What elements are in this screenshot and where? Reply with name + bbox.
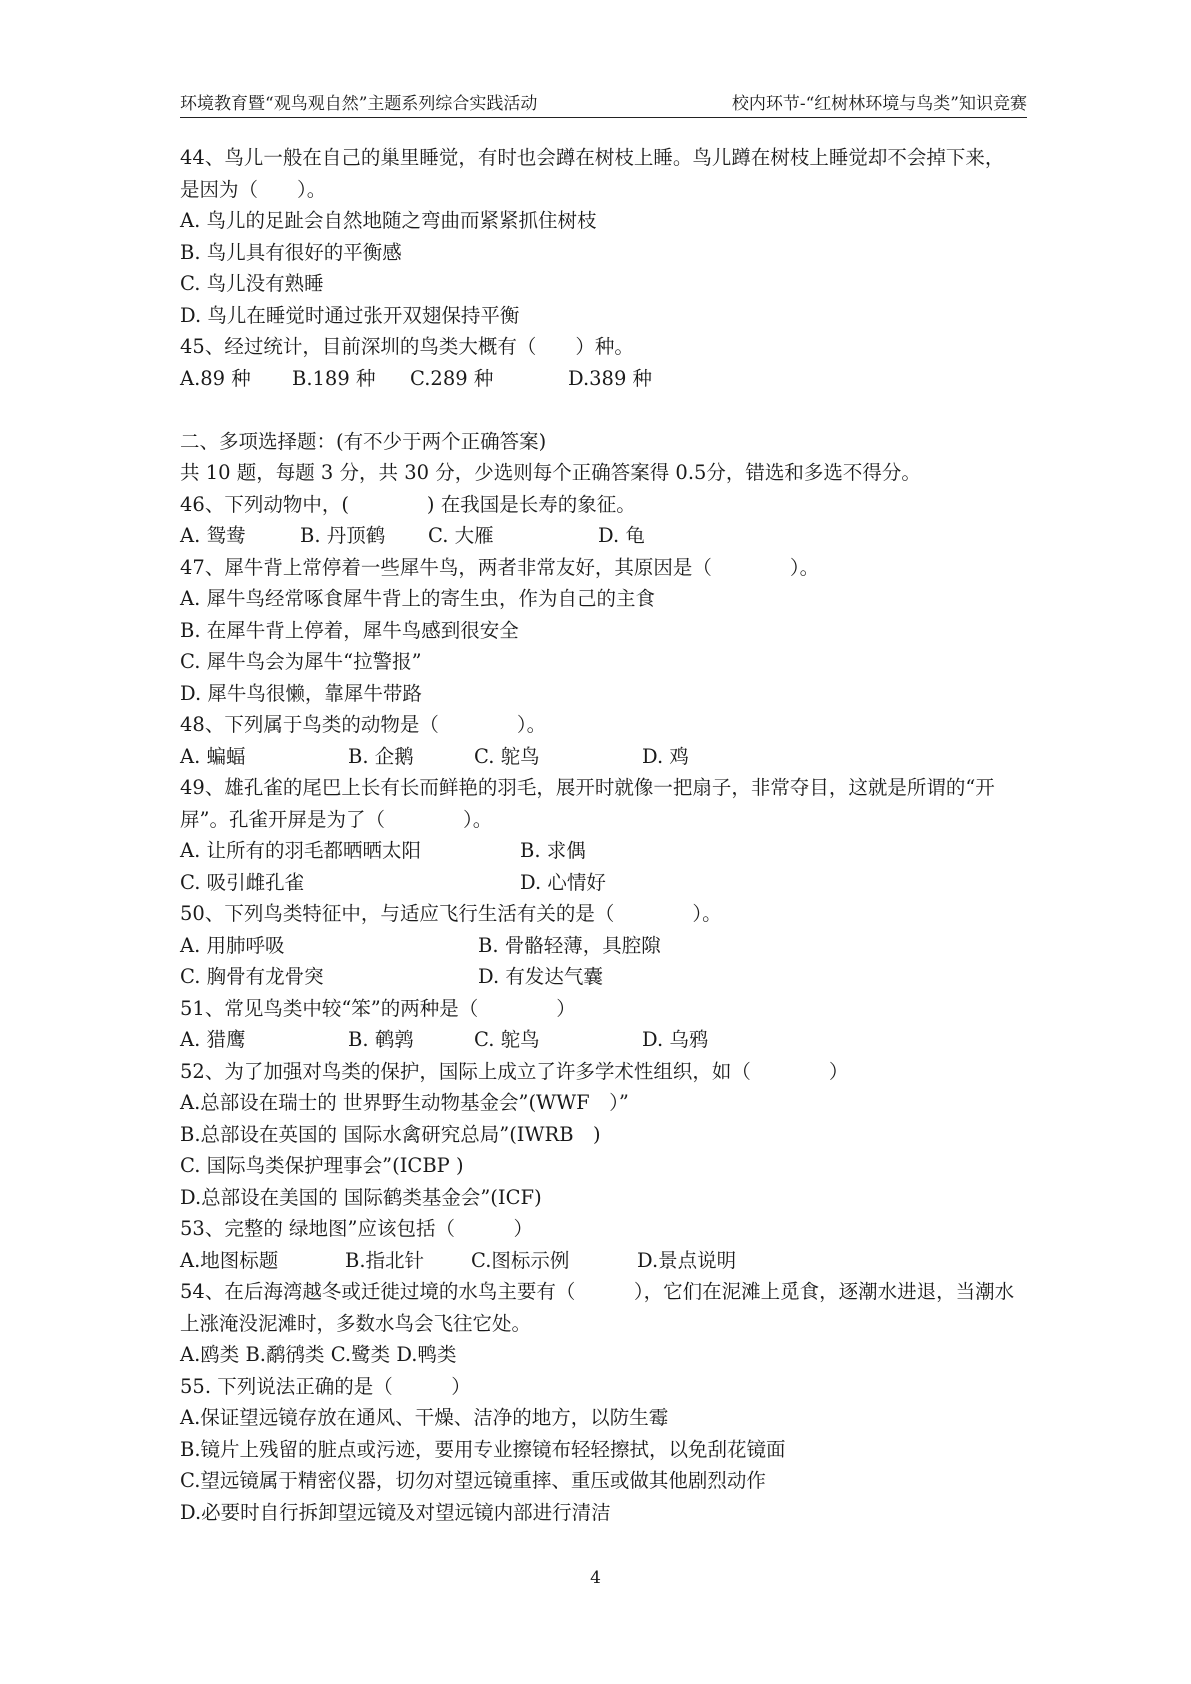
question-44-option-d: D. 鸟儿在睡觉时通过张开双翅保持平衡 [180,303,520,327]
question-49-option-d: D. 心情好 [520,870,606,894]
question-53-option-a: A.地图标题 [180,1248,279,1272]
question-52-option-c: C. 国际鸟类保护理事会”(ICBP ) [180,1154,464,1177]
question-47-option-a: A. 犀牛鸟经常啄食犀牛背上的寄生虫，作为自己的主食 [180,587,655,610]
question-50-options-ab [180,930,1020,962]
question-44-option-a: A. 鸟儿的足趾会自然地随之弯曲而紧紧抓住树枝 [180,209,597,232]
question-55-option-a: A.保证望远镜存放在通风、干燥、洁净的地方，以防生霉 [180,1406,669,1429]
question-48-stem: 48、下列属于鸟类的动物是（ ）。 [180,713,547,736]
question-46-stem: 46、下列动物中，( ) 在我国是长寿的象征。 [180,492,636,516]
question-48-option-a: A. 蝙蝠 [180,744,246,768]
question-46-options [180,520,1020,552]
question-46-option-c: C. 大雁 [428,524,494,547]
question-47-option-d: D. 犀牛鸟很懒，靠犀牛带路 [180,681,422,705]
question-47-option-b: B. 在犀牛背上停着，犀牛鸟感到很安全 [180,618,519,642]
question-55-option-b: B.镜片上残留的脏点或污迹，要用专业擦镜布轻轻擦拭，以免刮花镜面 [180,1437,786,1461]
question-44-stem: 44、鸟儿一般在自己的巢里睡觉，有时也会蹲在树枝上睡。鸟儿蹲在树枝上睡觉却不会掉下来，是因为（ ）。 [180,146,1005,201]
question-51-stem: 51、常见鸟类中较“笨”的两种是（ ） [180,996,576,1020]
question-48-option-d: D. 鸡 [642,744,689,768]
question-48-option-c: C. 鸵鸟 [474,744,540,768]
question-55-option-c: C.望远镜属于精密仪器，切勿对望远镜重摔、重压或做其他剧烈动作 [180,1469,766,1492]
question-50-option-a: A. 用肺呼吸 [180,933,285,957]
question-51-option-a: A. 猎鹰 [180,1028,246,1051]
question-47-option-c: C. 犀牛鸟会为犀牛“拉警报” [180,650,422,673]
question-52-option-b: B.总部设在英国的 国际水禽研究总局”(IWRB ) [180,1122,601,1146]
section-gap [180,394,1020,426]
header-left-title: 环境教育暨“观鸟观自然”主题系列综合实践活动 [180,94,538,114]
question-50-stem: 50、下列鸟类特征中，与适应飞行生活有关的是（ ）。 [180,902,722,925]
question-53-options [180,1245,1020,1277]
question-51-option-d: D. 乌鸦 [642,1028,709,1051]
question-49-option-b: B. 求偶 [520,839,586,862]
question-54-stem: 54、在后海湾越冬或迁徙过境的水鸟主要有（ ），它们在泥滩上觅食，逐潮水进退，当潮水上涨淹没泥滩时，多数水鸟会飞往它处。 [180,1280,1015,1335]
question-45-option-c: C.289 种 [410,366,494,390]
question-49-option-a: A. 让所有的羽毛都晒晒太阳 [180,839,421,862]
question-52-option-d: D.总部设在美国的 国际鹤类基金会”(ICF) [180,1185,542,1209]
question-46-option-d: D. 龟 [598,524,645,547]
question-50-options-cd [180,961,1020,993]
question-51-option-b: B. 鹌鹑 [348,1028,414,1051]
question-45-option-a: A.89 种 [180,366,251,390]
question-52-stem: 52、为了加强对鸟类的保护，国际上成立了许多学术性组织，如（ ） [180,1059,849,1083]
question-48-option-b: B. 企鹅 [348,744,414,768]
question-53-option-d: D.景点说明 [637,1248,737,1272]
question-53-option-b: B.指北针 [345,1248,425,1272]
question-47-stem: 47、犀牛背上常停着一些犀牛鸟，两者非常友好，其原因是（ ）。 [180,555,820,579]
question-45-option-b: B.189 种 [292,366,376,390]
section-2-note: 共 10 题，每题 3 分，共 30 分，少选则每个正确答案得 0.5分，错选和多选不得分。 [180,461,921,484]
question-content [180,142,1020,1528]
question-50-option-d: D. 有发达气囊 [478,965,603,988]
question-53-option-c: C.图标示例 [471,1248,570,1272]
question-55-stem: 55. 下列说法正确的是（ ） [180,1374,471,1398]
question-44-option-c: C. 鸟儿没有熟睡 [180,272,324,295]
question-52-option-a: A.总部设在瑞士的 世界野生动物基金会”(WWF ）” [180,1091,629,1114]
question-51-option-c: C. 鸵鸟 [474,1028,540,1051]
question-46-option-a: A. 鸳鸯 [180,524,246,547]
question-49-options-cd [180,867,1020,899]
question-44-option-b: B. 鸟儿具有很好的平衡感 [180,240,402,264]
question-55-option-d: D.必要时自行拆卸望远镜及对望远镜内部进行清洁 [180,1500,611,1524]
question-53-stem: 53、完整的 绿地图”应该包括（ ） [180,1217,533,1240]
question-54-options: A.鸥类 B.鹬鸻类 C.鹭类 D.鸭类 [180,1343,457,1366]
question-50-option-c: C. 胸骨有龙骨突 [180,965,324,988]
question-49-options-ab [180,835,1020,867]
question-49-stem: 49、雄孔雀的尾巴上长有长而鲜艳的羽毛，展开时就像一把扇子，非常夺目，这就是所谓的“开屏”。孔雀开屏是为了（ ）。 [180,776,995,831]
question-49-option-c: C. 吸引雌孔雀 [180,870,305,894]
question-51-options [180,1024,1020,1056]
question-50-option-b: B. 骨骼轻薄，具腔隙 [478,933,661,957]
question-48-options [180,741,1020,773]
question-45-option-d: D.389 种 [568,366,653,390]
header-right-title: 校内环节-“红树林环境与鸟类”知识竞赛 [731,94,1027,114]
question-45-stem: 45、经过统计，目前深圳的鸟类大概有（ ）种。 [180,335,634,358]
question-45-options [180,363,1020,395]
page-header [180,84,1027,118]
question-46-option-b: B. 丹顶鹤 [300,524,386,547]
section-2-title: 二、多项选择题：(有不少于两个正确答案) [180,429,547,453]
page-number: 4 [590,1568,601,1588]
